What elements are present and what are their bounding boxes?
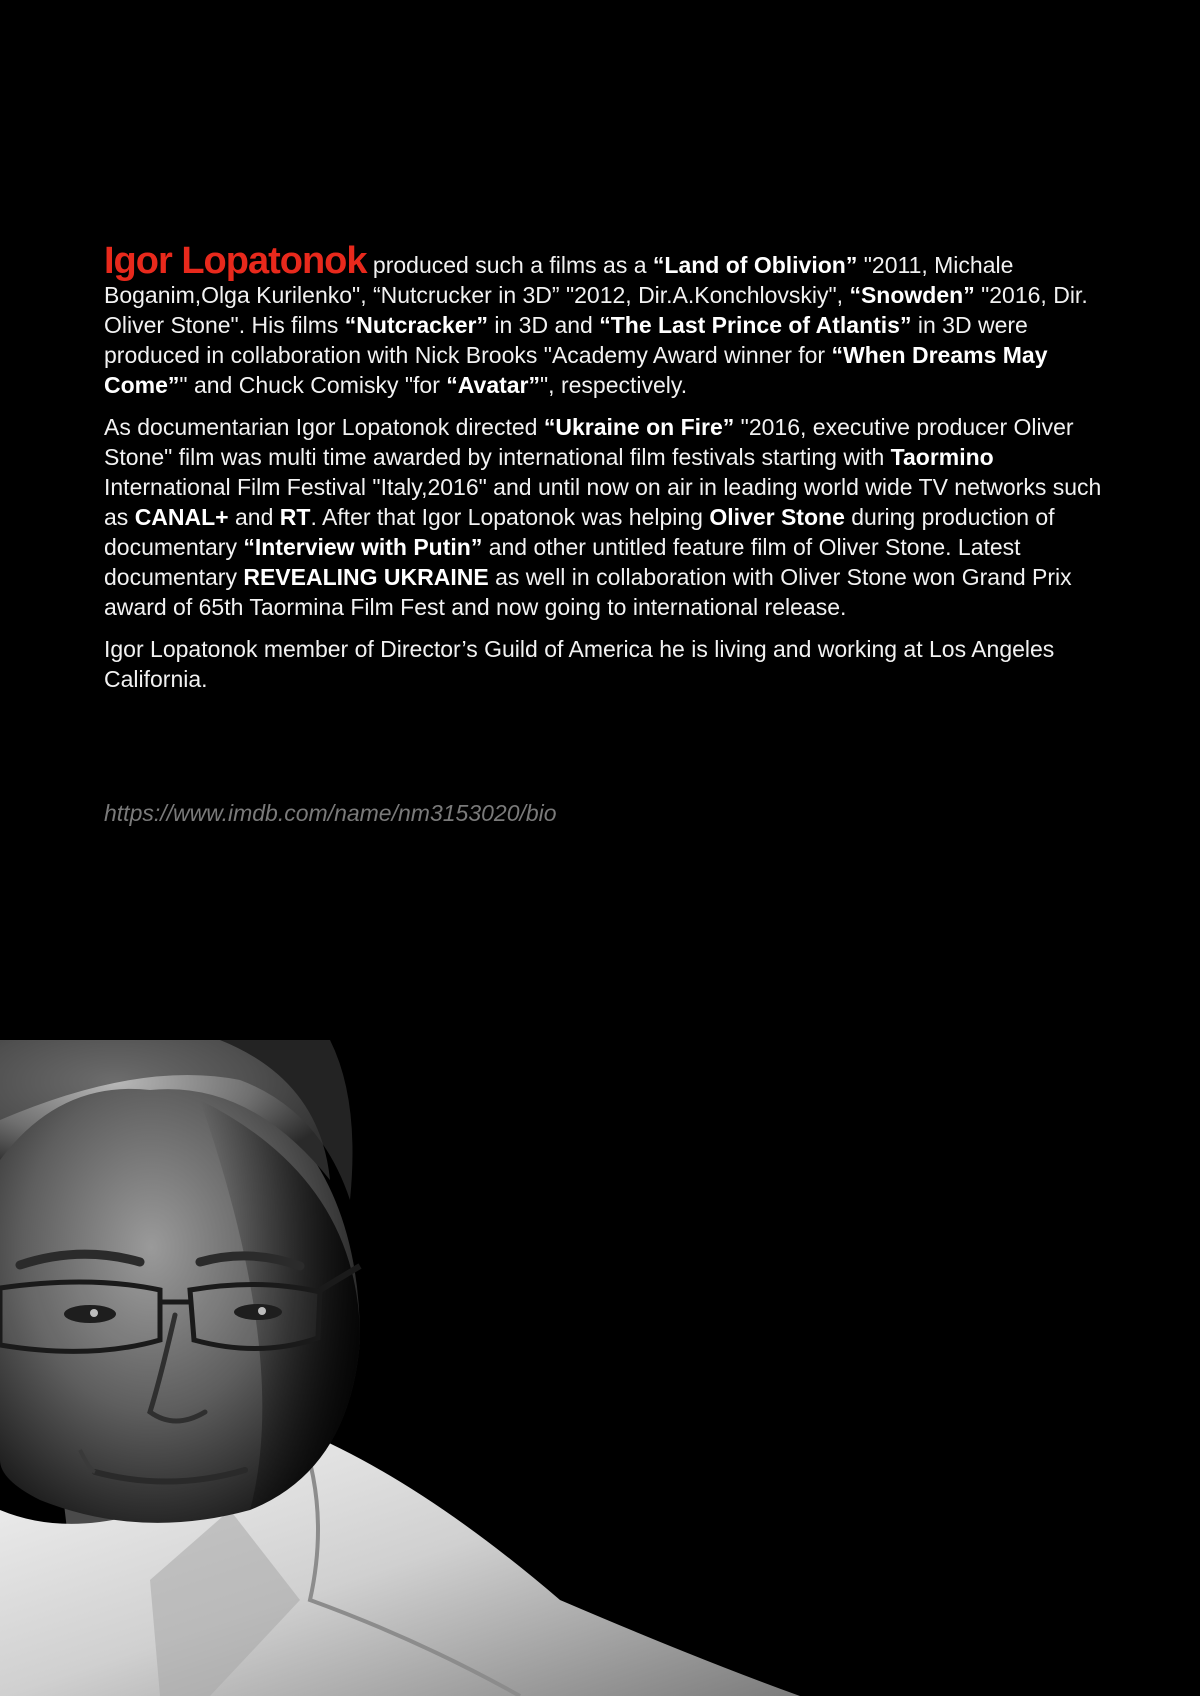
- person-name: Igor Lopatonok: [104, 240, 367, 282]
- bold-text-11: “Avatar”: [446, 372, 541, 398]
- bold-text-1: “Land of Oblivion”: [652, 252, 858, 278]
- text-0: Igor Lopatonok member of Director’s Guild of America he is living and working at Los Angeles California.: [104, 636, 1055, 692]
- text-6: in 3D and: [487, 312, 600, 338]
- text-12: and other untitled feature film of Oliver Stone. Latest documentary: [104, 534, 1021, 590]
- bold-text-7: “The Last Prince of Atlantis”: [599, 312, 912, 338]
- text-2: "2011, Michale Boganim,Olga Kurilenko", “Nutcrucker in 3D” "2012, Dir.A.Konchlovskiy",: [104, 252, 1014, 308]
- bold-text-9: Oliver Stone: [709, 504, 845, 530]
- text-10: during production of documentary: [104, 504, 1055, 560]
- bold-text-3: Taormino: [890, 444, 994, 470]
- bio-paragraph-2: [104, 412, 1106, 622]
- portrait-photo: [0, 1040, 820, 1696]
- bold-text-5: “Nutcracker”: [344, 312, 488, 338]
- bold-text-1: “Ukraine on Fire”: [543, 414, 735, 440]
- text-8: . After that Igor Lopatonok was helping: [310, 504, 710, 530]
- text-8: in 3D were produced in collaboration with Nick Brooks "Academy Award winner for: [104, 312, 1028, 368]
- text-10: " and Chuck Comisky "for: [179, 372, 447, 398]
- text-0: As documentarian Igor Lopatonok directed: [104, 414, 544, 440]
- text-12: ", respectively.: [540, 372, 688, 398]
- bold-text-9: “When Dreams May Come”: [104, 342, 1048, 398]
- text-2: "2016, executive producer Oliver Stone" film was multi time awarded by international film festivals starting with: [104, 414, 1074, 470]
- bold-text-3: “Snowden”: [849, 282, 975, 308]
- bold-text-11: “Interview with Putin”: [243, 534, 483, 560]
- imdb-bio-link[interactable]: https://www.imdb.com/name/nm3153020/bio: [104, 800, 557, 826]
- bold-text-5: CANAL+: [134, 504, 229, 530]
- text-6: and: [228, 504, 280, 530]
- portrait-photo-icon: [0, 1040, 820, 1696]
- text-4: International Film Festival "Italy,2016" and until now on air in leading world wide TV networks such as: [104, 474, 1102, 530]
- bio-section: [104, 240, 1106, 706]
- bold-text-7: RT: [279, 504, 311, 530]
- text-4: "2016, Dir. Oliver Stone". His films: [104, 282, 1088, 338]
- text-14: as well in collaboration with Oliver Stone won Grand Prix award of 65th Taormina Film Fest and now going to international release.: [104, 564, 1072, 620]
- text-0: produced such a films as a: [366, 252, 653, 278]
- bio-paragraph-1: [104, 240, 1106, 400]
- bio-paragraph-3: [104, 634, 1106, 694]
- bold-text-13: REVEALING UKRAINE: [243, 564, 489, 590]
